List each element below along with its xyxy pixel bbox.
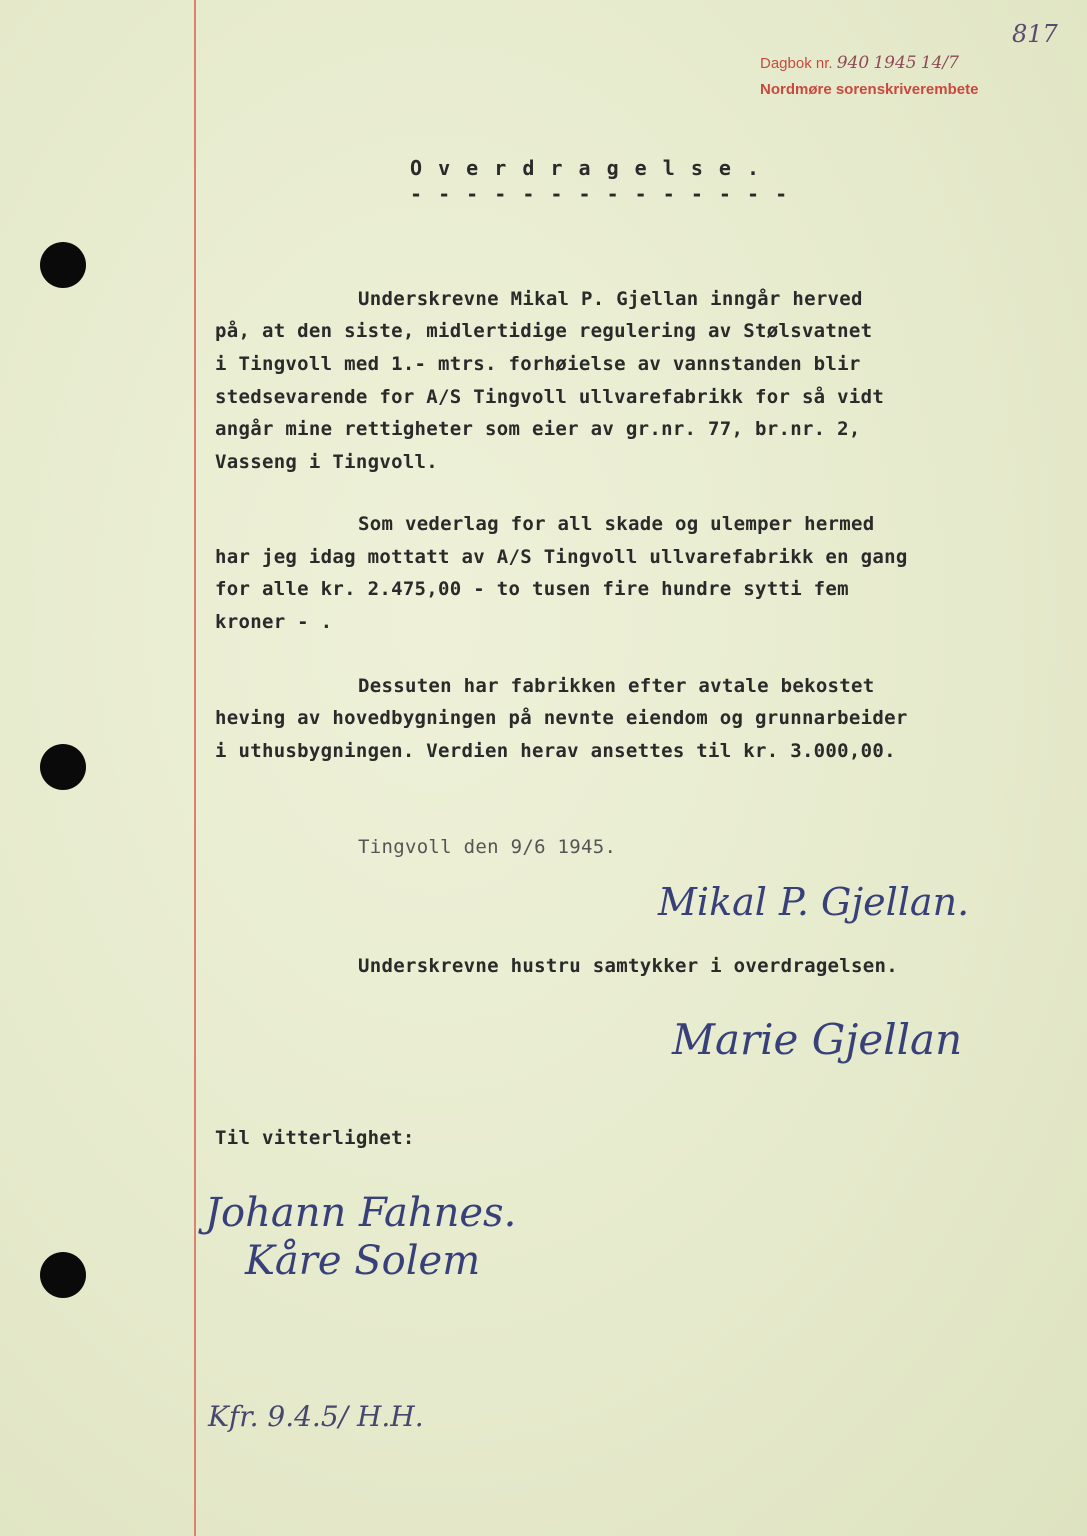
witness-label: Til vitterlighet: [215, 1127, 415, 1149]
handwritten-annotation: Kfr. 9.4.5/ H.H. [208, 1400, 424, 1433]
stamp-office: Nordmøre sorenskriverembete [760, 81, 979, 98]
punch-hole [40, 242, 86, 288]
paragraph3-line: i uthusbygningen. Verdien herav ansettes til kr. 3.000,00. [215, 740, 896, 762]
paragraph1-line: Vasseng i Tingvoll. [215, 451, 439, 473]
place-date: Tingvoll den 9/6 1945. [358, 836, 617, 858]
margin-line [194, 0, 196, 1536]
paragraph2-line: for alle kr. 2.475,00 - to tusen fire hundre sytti fem [215, 578, 849, 600]
title-underline: - - - - - - - - - - - - - - [410, 182, 790, 206]
paragraph1-line: på, at den siste, midlertidige regulering av Stølsvatnet [215, 320, 873, 342]
punch-hole [40, 744, 86, 790]
signature-witness2: Kåre Solem [245, 1238, 481, 1284]
consent-statement: Underskrevne hustru samtykker i overdragelsen. [358, 955, 898, 977]
stamp-date: 14/7 [920, 53, 959, 73]
paragraph2-line: Som vederlag for all skade og ulemper hermed [358, 513, 875, 535]
signature-mikal: Mikal P. Gjellan. [658, 880, 970, 924]
stamp-year: 1945 [873, 53, 917, 73]
registry-stamp [760, 50, 978, 103]
punch-hole [40, 1252, 86, 1298]
paragraph3-line: heving av hovedbygningen på nevnte eiendom og grunnarbeider [215, 707, 908, 729]
paragraph2-line: har jeg idag mottatt av A/S Tingvoll ullvarefabrikk en gang [215, 546, 908, 568]
paragraph1-line: Underskrevne Mikal P. Gjellan inngår herved [358, 288, 863, 310]
signature-witness1: Johann Fahnes. [205, 1190, 517, 1236]
paragraph1-line: angår mine rettigheter som eier av gr.nr. 77, br.nr. 2, [215, 418, 861, 440]
document-title: O v e r d r a g e l s e . [410, 156, 762, 180]
paragraph1-line: i Tingvoll med 1.- mtrs. forhøielse av vannstanden blir [215, 353, 861, 375]
stamp-number: 940 [836, 53, 870, 73]
stamp-label: Dagbok nr. [760, 55, 833, 72]
page-number: 817 [1012, 20, 1058, 48]
paragraph3-line: Dessuten har fabrikken efter avtale bekostet [358, 675, 875, 697]
paragraph2-line: kroner - . [215, 611, 333, 633]
paragraph1-line: stedsevarende for A/S Tingvoll ullvarefabrikk for så vidt [215, 386, 885, 408]
signature-marie: Marie Gjellan [672, 1015, 963, 1064]
